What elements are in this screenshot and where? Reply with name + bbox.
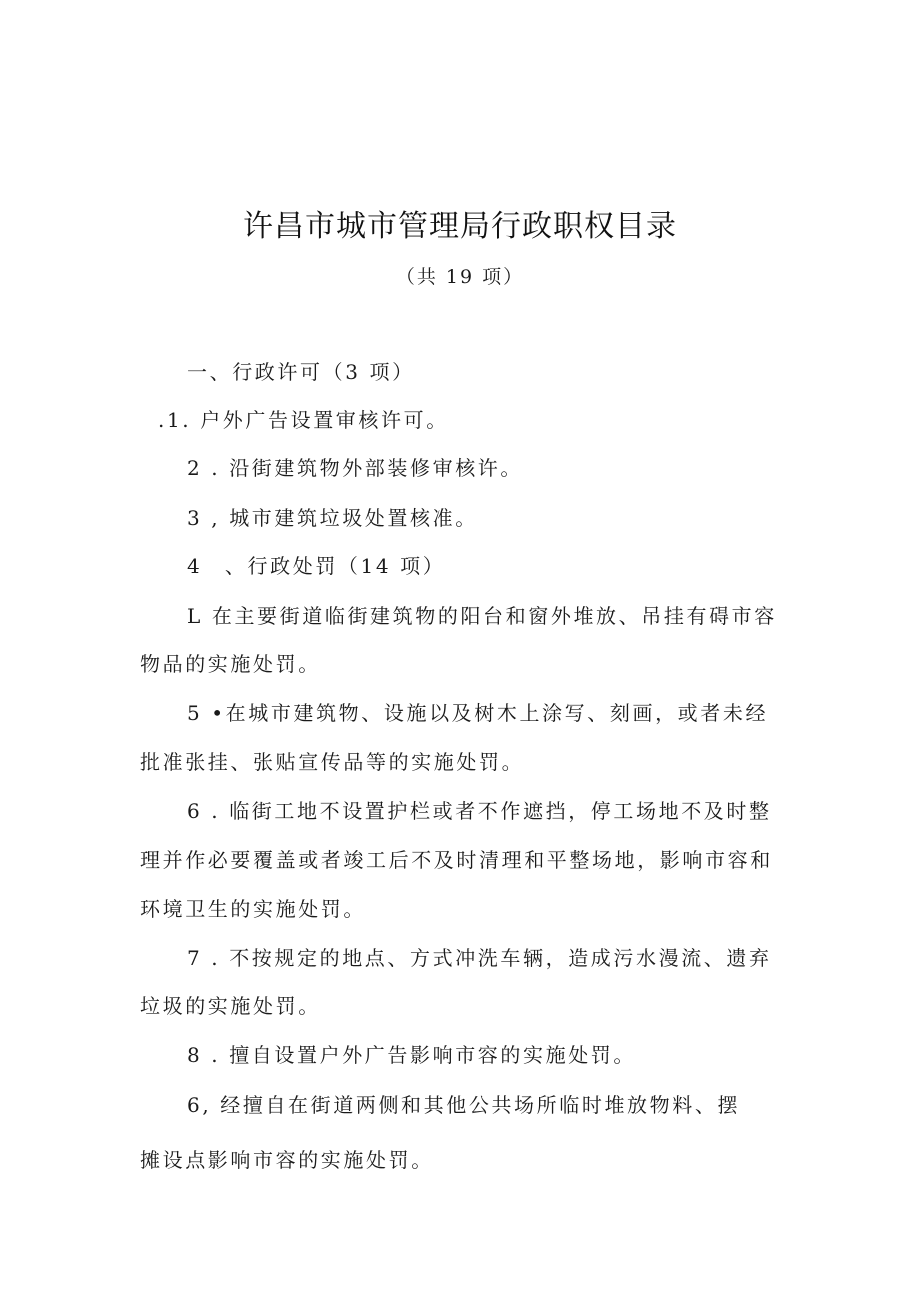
list-item: .1. 户外广告设置审核许可。 (158, 408, 449, 432)
list-item-continuation: 理并作必要覆盖或者竣工后不及时清理和平整场地，影响市容和 (140, 848, 773, 872)
list-item-continuation: 批准张挂、张贴宣传品等的实施处罚。 (140, 750, 525, 774)
list-item: 6 . 临街工地不设置护栏或者不作遮挡，停工场地不及时整 (187, 799, 772, 823)
list-item-continuation: 摊设点影响市容的实施处罚。 (140, 1148, 434, 1172)
document-title: 许昌市城市管理局行政职权目录 (243, 209, 677, 244)
list-item: 3 , 城市建筑垃圾处置核准。 (187, 506, 478, 530)
list-item: 6, 经擅自在街道两侧和其他公共场所临时堆放物料、摆 (187, 1093, 741, 1117)
section-heading-penalties: 4 、行政处罚（14 项） (187, 554, 446, 578)
list-item: 7 . 不按规定的地点、方式冲洗车辆，造成污水漫流、遗弃 (187, 946, 772, 970)
list-item: 8 . 擅自设置户外广告影响市容的实施处罚。 (187, 1043, 636, 1067)
list-item: 5 •在城市建筑物、设施以及树木上涂写、刻画，或者未经 (187, 701, 769, 725)
list-item: 2 . 沿街建筑物外部装修审核许。 (187, 456, 523, 480)
list-item-continuation: 垃圾的实施处罚。 (140, 994, 321, 1018)
list-item: L 在主要街道临街建筑物的阳台和窗外堆放、吊挂有碍市容 (187, 604, 777, 628)
section-heading-licensing: 一、行政许可（3 项） (187, 360, 415, 384)
document-subtitle: （共 19 项） (395, 266, 525, 288)
list-item-continuation: 物品的实施处罚。 (140, 652, 321, 676)
list-item-continuation: 环境卫生的实施处罚。 (140, 897, 366, 921)
